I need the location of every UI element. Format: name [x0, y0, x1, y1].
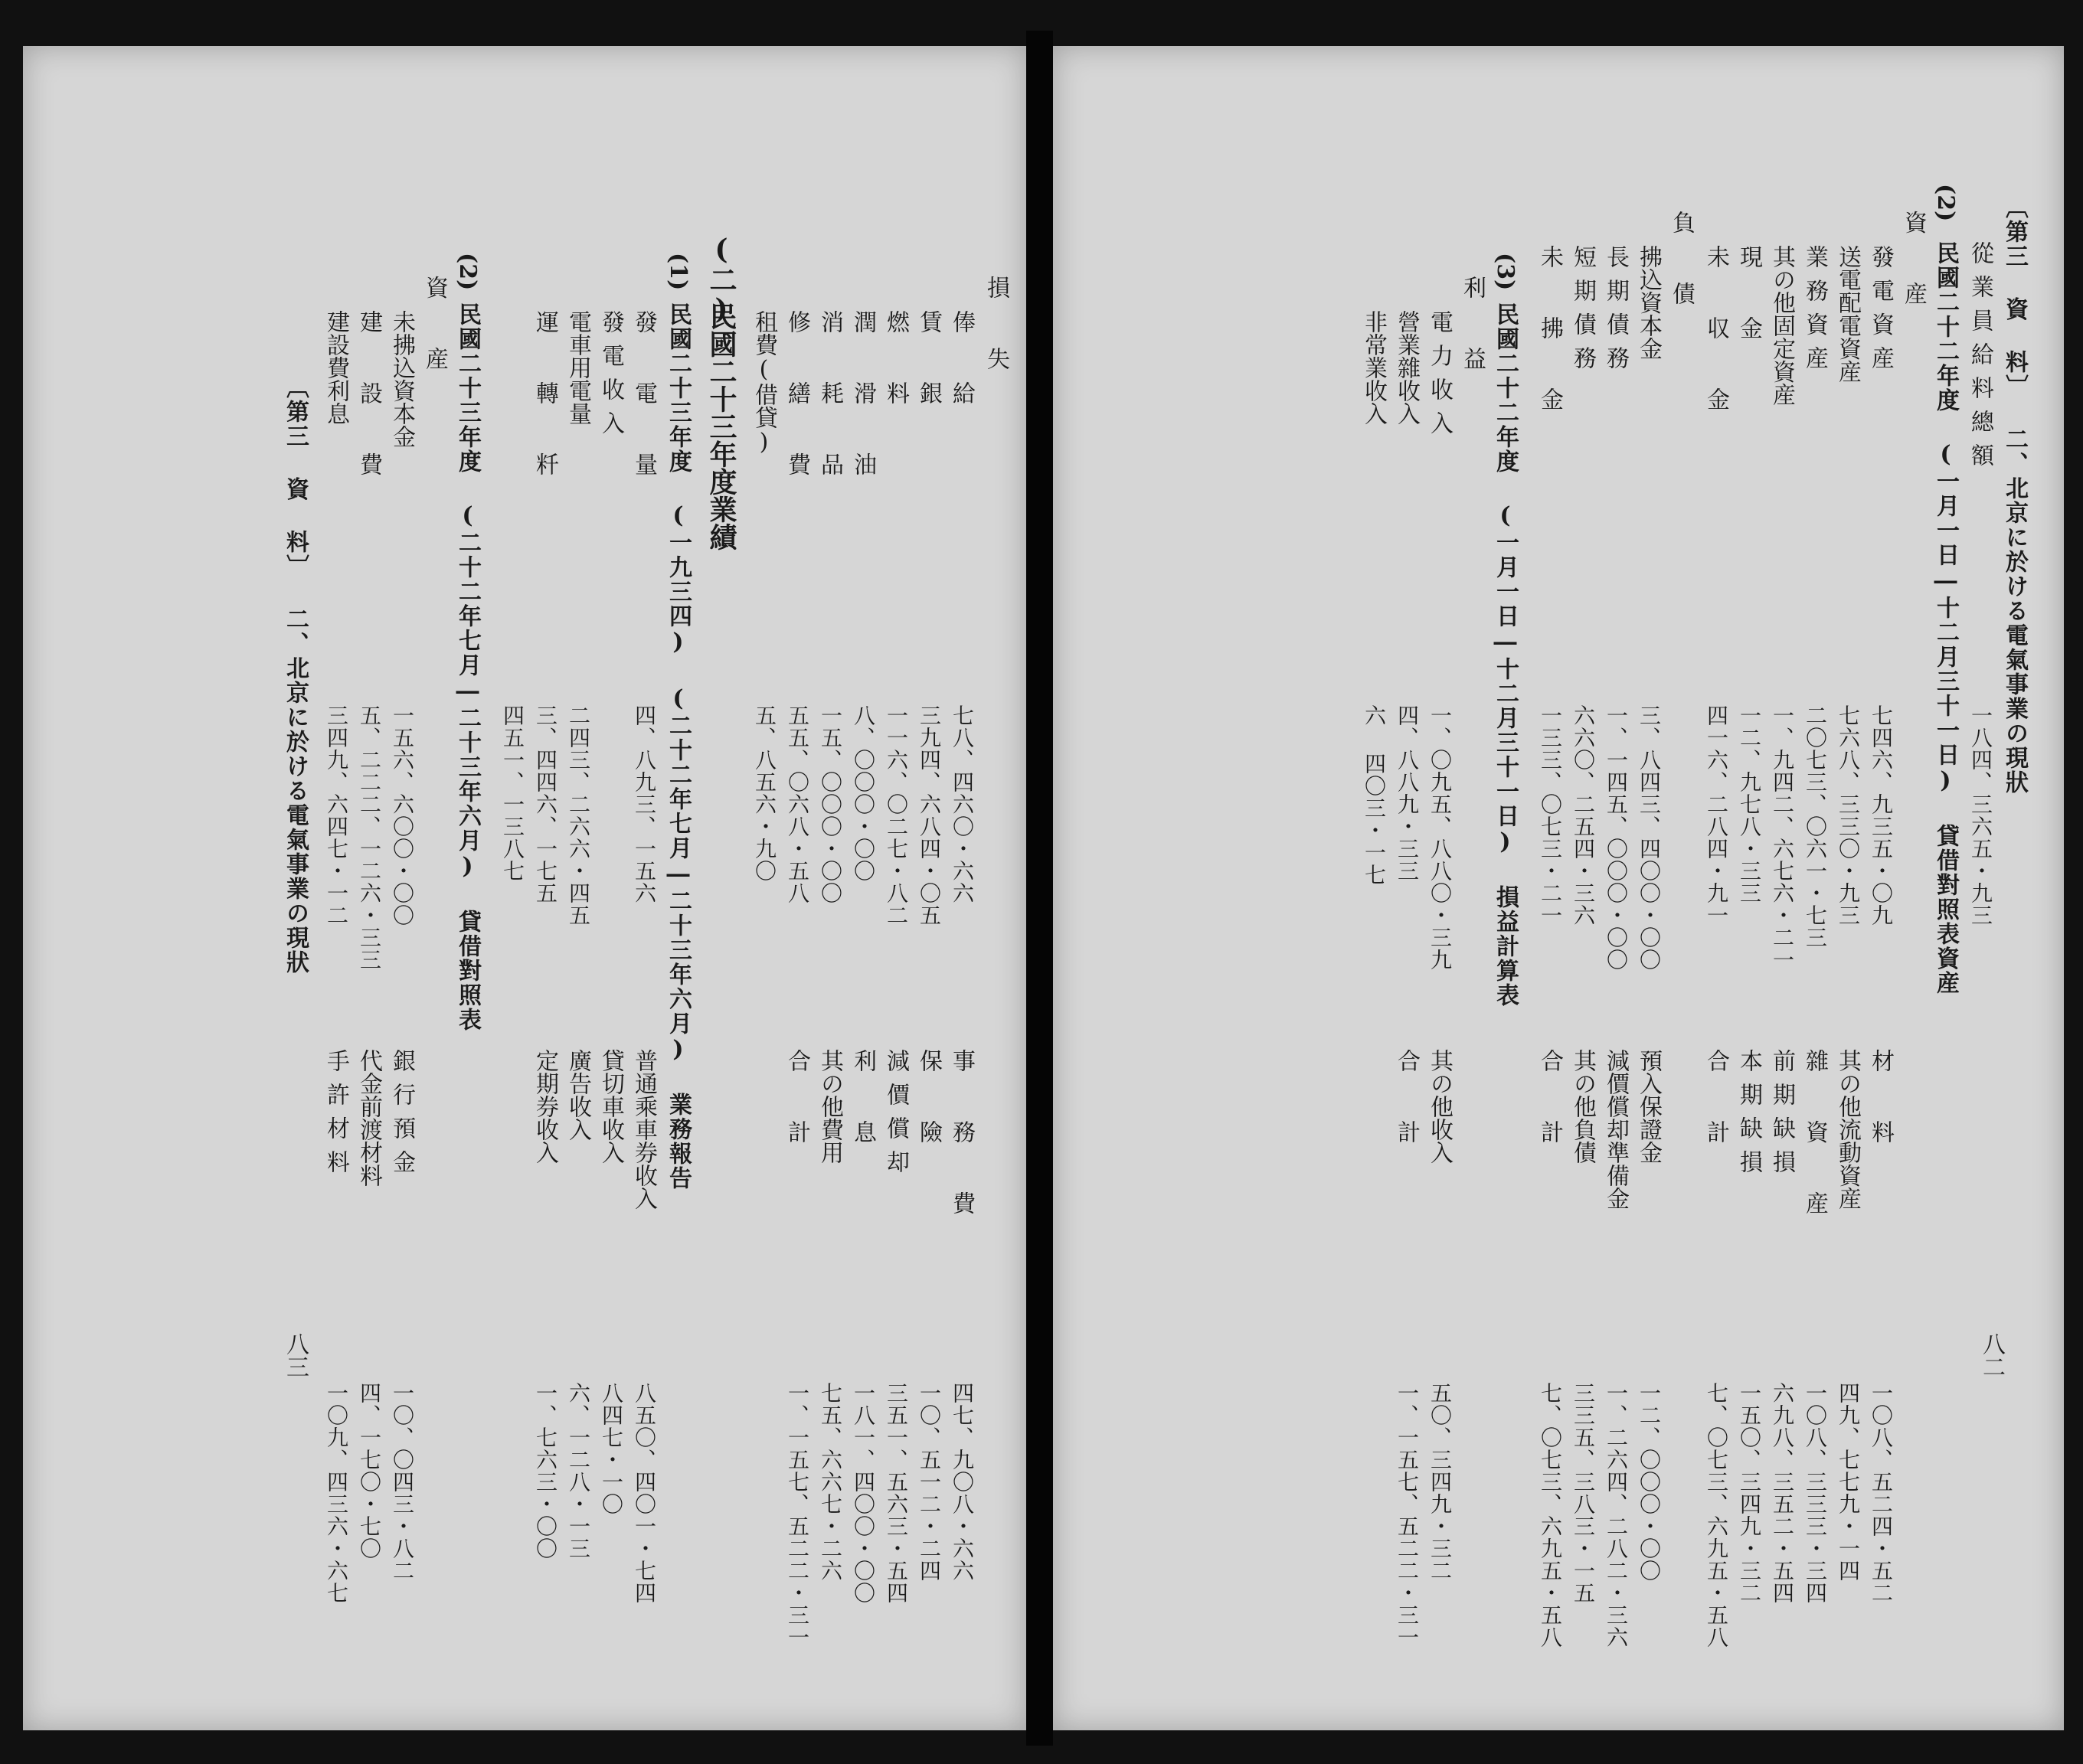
item-label: 潤 滑 油 — [849, 310, 876, 486]
item-value: 一二、九七八・三三 — [1737, 704, 1762, 904]
running-footer: 〔第三 資 料〕 二、北京に於ける電氣事業の現狀 — [282, 375, 309, 975]
section-title: 民國二十三年度 (二十二年七月―二十三年六月) 貸借對照表 — [454, 302, 481, 1032]
item-label: 其の他負債 — [1569, 1049, 1596, 1164]
item-label: 代金前渡材料 — [355, 1049, 382, 1187]
section-marker: (2) — [454, 253, 481, 291]
right-page — [1053, 46, 2064, 1730]
item-label: 修 繕 費 — [783, 310, 810, 486]
item-value: 一〇、〇四三・八二 — [390, 1382, 415, 1582]
item-label: 事 務 費 — [948, 1049, 975, 1225]
item-value: 六九八、三五二・五四 — [1770, 1382, 1795, 1604]
item-value: 一五〇、三四九・三二 — [1737, 1382, 1762, 1604]
section-marker: (1) — [665, 253, 692, 291]
item-label: 合 計 — [1702, 1049, 1729, 1154]
item-value: 一、九四二、六七六・二一 — [1770, 704, 1795, 971]
item-label: 減價償却準備金 — [1602, 1049, 1629, 1210]
item-value: 七八、四六〇・六六 — [950, 704, 975, 904]
item-label: 合 計 — [783, 1049, 810, 1154]
item-label: 運 轉 粁 — [531, 310, 558, 486]
item-label: 發電收入 — [597, 310, 624, 445]
item-value: 八、〇〇〇・〇〇 — [851, 704, 876, 882]
item-value: 一、〇九五、八八〇・三九 — [1427, 704, 1453, 971]
section-title: 民國二十三年度 (一九三四) (二十二年七月―二十三年六月) 業務報告 — [665, 302, 692, 1191]
item-value: 三四九、六四七・一二 — [324, 704, 349, 926]
item-label: 未拂込資本金 — [388, 310, 415, 448]
item-value: 八五〇、四〇一・七四 — [632, 1382, 657, 1604]
item-label: 燃 料 — [882, 310, 909, 415]
item-label: 本期缺損 — [1735, 1049, 1762, 1184]
section-marker: (3) — [1492, 253, 1519, 291]
item-value: 五、八五六・九〇 — [752, 704, 777, 882]
item-label: 現 金 — [1735, 245, 1762, 350]
item-label: 電力收入 — [1426, 310, 1453, 445]
item-label: 賃 銀 — [915, 310, 942, 415]
item-value: 三、八四三、四〇〇・〇〇 — [1637, 704, 1662, 971]
item-value: 六 四〇三・一七 — [1362, 704, 1387, 886]
item-value: 一、一五七、五二二・三一 — [1395, 1382, 1420, 1648]
item-value: 一、七六三・〇〇 — [533, 1382, 558, 1560]
item-label: 營業雜收入 — [1393, 310, 1420, 425]
page-number: 八二 — [1978, 1332, 2005, 1378]
item-value: 六、一二八・一三 — [566, 1382, 591, 1560]
item-value: 一〇九、四三六・六七 — [324, 1382, 349, 1604]
item-label: 保 險 — [915, 1049, 942, 1154]
item-label: 其の他固定資産 — [1768, 245, 1795, 406]
section-marker: (2) — [1932, 184, 1959, 222]
item-value: 七四六、九三五・〇九 — [1869, 704, 1894, 926]
item-value: 四、八九三、一五六 — [632, 704, 657, 904]
item-value: 四九、七七九・一四 — [1836, 1382, 1861, 1582]
item-value: 一二、〇〇〇・〇〇 — [1637, 1382, 1662, 1582]
item-label: 業務資産 — [1801, 245, 1828, 380]
item-value: 一三三、〇七三・二一 — [1538, 704, 1563, 926]
item-value: 一五、〇〇〇・〇〇 — [818, 704, 843, 904]
section-heading: 負 債 — [1668, 211, 1695, 315]
section-title: 民國二十二年度 (一月一日―十二月三十一日) 損益計算表 — [1492, 302, 1519, 1008]
section-title: 民國二十二年度 (一月一日―十二月三十一日) 貸借對照表資産 — [1932, 241, 1959, 995]
item-label: 銀行預金 — [388, 1049, 415, 1184]
item-value: 五五、〇六八・五八 — [785, 704, 810, 904]
item-value: 五、二二二、一二六・三三 — [357, 704, 382, 971]
item-value: 三、四四六、一七五 — [533, 704, 558, 904]
item-label: 建 設 費 — [355, 310, 382, 486]
item-label: 廣告收入 — [564, 1049, 591, 1141]
item-label: 合 計 — [1536, 1049, 1563, 1154]
item-value: 八四七・一〇 — [599, 1382, 624, 1515]
item-label: 預入保證金 — [1635, 1049, 1662, 1164]
left-page — [23, 46, 1026, 1730]
item-value: 三九四、六八四・〇五 — [917, 704, 942, 926]
item-label: 合 計 — [1393, 1049, 1420, 1154]
item-value: 一一六、〇二七・八二 — [884, 704, 909, 926]
item-value: 五〇、三四九・三二 — [1427, 1382, 1453, 1582]
section-heading: 利 益 — [1459, 276, 1486, 381]
salary-value: 一八四、三六五・九三 — [1968, 704, 1993, 926]
item-value: 一八一、四〇〇・〇〇 — [851, 1382, 876, 1604]
section-marker: (二) — [705, 234, 737, 325]
item-label: 未 拂 金 — [1536, 245, 1563, 421]
item-label: 拂込資本金 — [1635, 245, 1662, 360]
item-value: 七五、六六七・二六 — [818, 1382, 843, 1582]
item-value: 一五六、六〇〇・〇〇 — [390, 704, 415, 926]
item-value: 四、八八九・三三 — [1395, 704, 1420, 882]
item-value: 四七、九〇八・六六 — [950, 1382, 975, 1582]
item-label: 電車用電量 — [564, 310, 591, 425]
section-heading: 資 産 — [421, 276, 448, 381]
item-label: 其の他費用 — [816, 1049, 843, 1164]
item-value: 七、〇七三、六九五・五八 — [1538, 1382, 1563, 1648]
item-value: 四五一、一三八七 — [500, 704, 525, 882]
item-label: 貸切車收入 — [597, 1049, 624, 1164]
section-heading: 損 失 — [983, 276, 1009, 381]
item-value: 三五一、五六三・五四 — [884, 1382, 909, 1604]
item-label: 其の他流動資産 — [1834, 1049, 1861, 1210]
item-label: 租費(借貸) — [750, 310, 777, 456]
item-label: 建設費利息 — [322, 310, 349, 425]
item-value: 一、二六四、二八二・三六 — [1604, 1382, 1629, 1648]
item-label: 雜 資 産 — [1801, 1049, 1828, 1225]
book-gutter — [1026, 31, 1053, 1746]
page-number: 八三 — [282, 1332, 309, 1378]
item-value: 一〇八、三三三・三四 — [1803, 1382, 1828, 1604]
item-label: 減價償却 — [882, 1049, 909, 1184]
item-value: 三三五、三八三・一五 — [1571, 1382, 1596, 1604]
item-value: 一、一四五、〇〇〇・〇〇 — [1604, 704, 1629, 971]
item-label: 定期券收入 — [531, 1049, 558, 1164]
running-header: 〔第三 資 料〕 二、北京に於ける電氣事業の現狀 — [2001, 195, 2028, 795]
item-value: 二〇七三、〇六一・七三 — [1803, 704, 1828, 949]
item-label: 其の他收入 — [1426, 1049, 1453, 1164]
salary-label: 從業員給料總額 — [1967, 241, 1993, 477]
item-value: 六六〇、二五四・三六 — [1571, 704, 1596, 926]
item-label: 前期缺損 — [1768, 1049, 1795, 1184]
section-heading: 資 産 — [1900, 211, 1927, 315]
item-label: 手許材料 — [322, 1049, 349, 1184]
item-label: 利 息 — [849, 1049, 876, 1154]
item-label: 送電配電資産 — [1834, 245, 1861, 383]
item-label: 長期債務 — [1602, 245, 1629, 380]
item-label: 材 料 — [1867, 1049, 1894, 1154]
item-label: 消 耗 品 — [816, 310, 843, 486]
item-label: 普通乘車券收入 — [630, 1049, 657, 1210]
item-label: 未 収 金 — [1702, 245, 1729, 421]
item-value: 七、〇七三、六九五・五八 — [1704, 1382, 1729, 1648]
item-value: 一、一五七、五二二・三一 — [785, 1382, 810, 1648]
item-value: 四、一七〇・七〇 — [357, 1382, 382, 1560]
item-value: 一〇八、五二四・五二 — [1869, 1382, 1894, 1604]
item-label: 俸 給 — [948, 310, 975, 415]
item-label: 非常業收入 — [1360, 310, 1387, 425]
section-title: 民國二十三年度業績 — [705, 302, 737, 550]
item-value: 四一六、二八四・九一 — [1704, 704, 1729, 926]
item-value: 一〇、五一二・二四 — [917, 1382, 942, 1582]
item-label: 發 電 量 — [630, 310, 657, 486]
item-label: 發電資産 — [1867, 245, 1894, 380]
item-value: 二四三、二六六・四五 — [566, 704, 591, 926]
item-value: 七六八、三三〇・九三 — [1836, 704, 1861, 926]
item-label: 短期債務 — [1569, 245, 1596, 380]
